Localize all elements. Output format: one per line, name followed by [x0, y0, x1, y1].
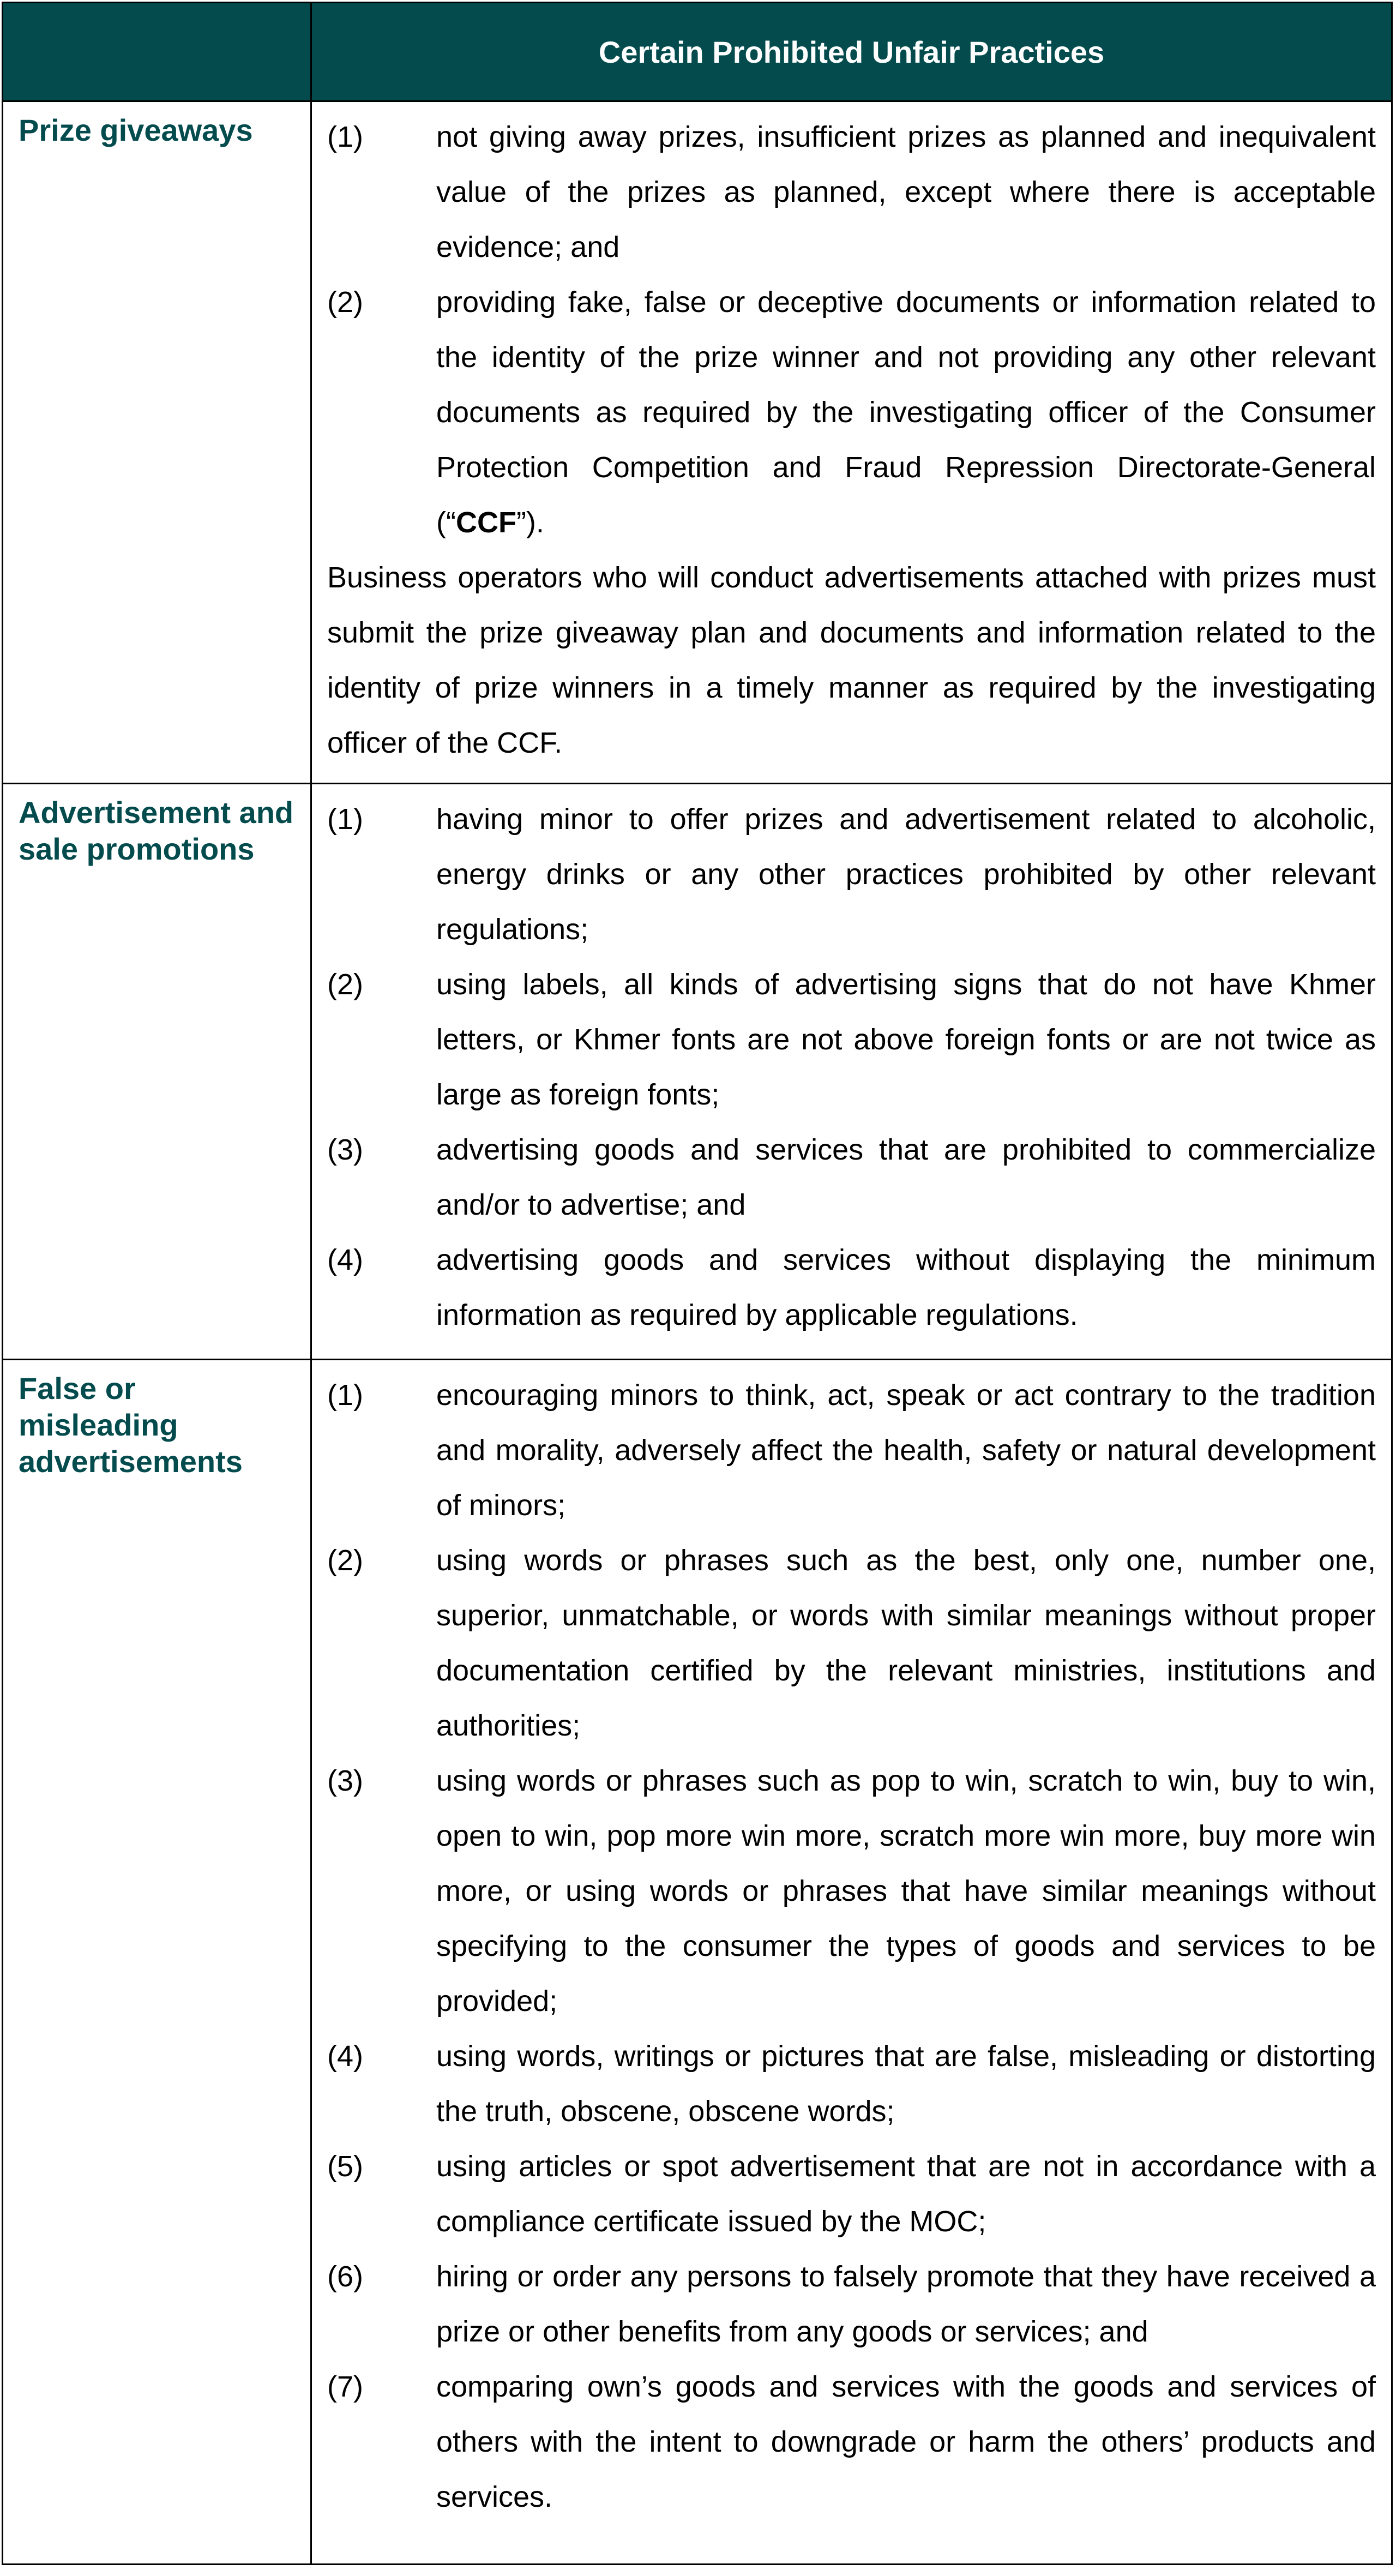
list-item — [327, 957, 1376, 1122]
item-text: not giving away prizes, insufficient prizes as planned and inequivalent value of the prizes as planned, except where there is acceptable evidence; and — [436, 121, 1376, 263]
category-false-misleading-ads: False or misleading advertisements — [3, 1360, 311, 2565]
practices-cell — [311, 784, 1392, 1360]
item-text: using words or phrases such as pop to win, scratch to win, buy to win, open to win, pop more win more, scratch more win more, buy more win more, or using words or phrases that have similar meanings without specifying to the consumer the types of goods and services to be provided; — [436, 1764, 1376, 2017]
item-number: (1) — [327, 121, 363, 153]
item-text — [436, 275, 1376, 550]
practices-cell — [311, 101, 1392, 784]
item-text-part: ”). — [516, 506, 544, 539]
header-left-cell — [3, 3, 311, 101]
list-item — [327, 2359, 1376, 2525]
list-item — [327, 792, 1376, 957]
list-item — [327, 1754, 1376, 2029]
list-item — [327, 2139, 1376, 2249]
list-item — [327, 110, 1376, 275]
item-number: (6) — [327, 2260, 363, 2293]
table-row — [3, 1360, 1392, 2565]
item-text: using articles or spot advertisement that are not in accordance with a compliance certificate issued by the MOC; — [436, 2150, 1376, 2238]
list-item — [327, 1122, 1376, 1233]
item-text: encouraging minors to think, act, speak or act contrary to the tradition and morality, adversely affect the health, safety or natural development of minors; — [436, 1379, 1376, 1522]
item-text: hiring or order any persons to falsely promote that they have received a prize or other benefits from any goods or services; and — [436, 2260, 1376, 2348]
item-text: having minor to offer prizes and advertisement related to alcoholic, energy drinks or any other practices prohibited by other relevant regulations; — [436, 803, 1376, 946]
item-text: using words, writings or pictures that are false, misleading or distorting the truth, obscene, obscene words; — [436, 2040, 1376, 2128]
prize-note: Business operators who will conduct advertisements attached with prizes must submit the prize giveaway plan and documents and information related to the identity of prize winners in a timely manner as required by the investigating officer of the CCF. — [327, 561, 1376, 759]
header-title: Certain Prohibited Unfair Practices — [311, 3, 1392, 101]
practices-cell — [311, 1360, 1392, 2565]
item-text: comparing own’s goods and services with the goods and services of others with the intent to downgrade or harm the others’ products and services. — [436, 2370, 1376, 2513]
item-number: (4) — [327, 1244, 363, 1276]
item-number: (3) — [327, 1764, 363, 1797]
item-text: using labels, all kinds of advertising signs that do not have Khmer letters, or Khmer fonts are not above foreign fonts or are not twice as large as foreign fonts; — [436, 968, 1376, 1111]
list-item — [327, 2249, 1376, 2359]
list-item — [327, 1533, 1376, 1754]
item-number: (1) — [327, 803, 363, 836]
list-item — [327, 1368, 1376, 1533]
table-row — [3, 784, 1392, 1360]
list-item — [327, 1233, 1376, 1343]
list-item — [327, 2029, 1376, 2139]
item-number: (1) — [327, 1379, 363, 1412]
item-number: (7) — [327, 2370, 363, 2403]
prohibited-practices-table — [2, 2, 1393, 2565]
category-prize-giveaways: Prize giveaways — [3, 101, 311, 784]
category-advertisement-sale-promotions: Advertisement and sale promotions — [3, 784, 311, 1360]
item-text: advertising goods and services without displaying the minimum information as required by applicable regulations. — [436, 1244, 1376, 1331]
item-text: using words or phrases such as the best, only one, number one, superior, unmatchable, or words with similar meanings without proper documentation certified by the relevant ministries, institutions and authorities; — [436, 1544, 1376, 1742]
item-text-part: providing fake, false or deceptive documents or information related to the identity of the prize winner and not providing any other relevant documents as required by the investigating officer of the Consumer Protection Competition and Fraud Repression Directorate-General (“ — [436, 286, 1376, 539]
ccf-abbreviation: CCF — [455, 506, 516, 539]
item-number: (2) — [327, 1544, 363, 1577]
item-text: advertising goods and services that are prohibited to commercialize and/or to advertise; and — [436, 1133, 1376, 1221]
item-number: (5) — [327, 2150, 363, 2183]
table-row — [3, 101, 1392, 784]
item-number: (2) — [327, 968, 363, 1001]
item-number: (4) — [327, 2040, 363, 2073]
list-item — [327, 275, 1376, 550]
item-number: (3) — [327, 1133, 363, 1166]
item-number: (2) — [327, 286, 363, 319]
header-row — [3, 3, 1392, 101]
